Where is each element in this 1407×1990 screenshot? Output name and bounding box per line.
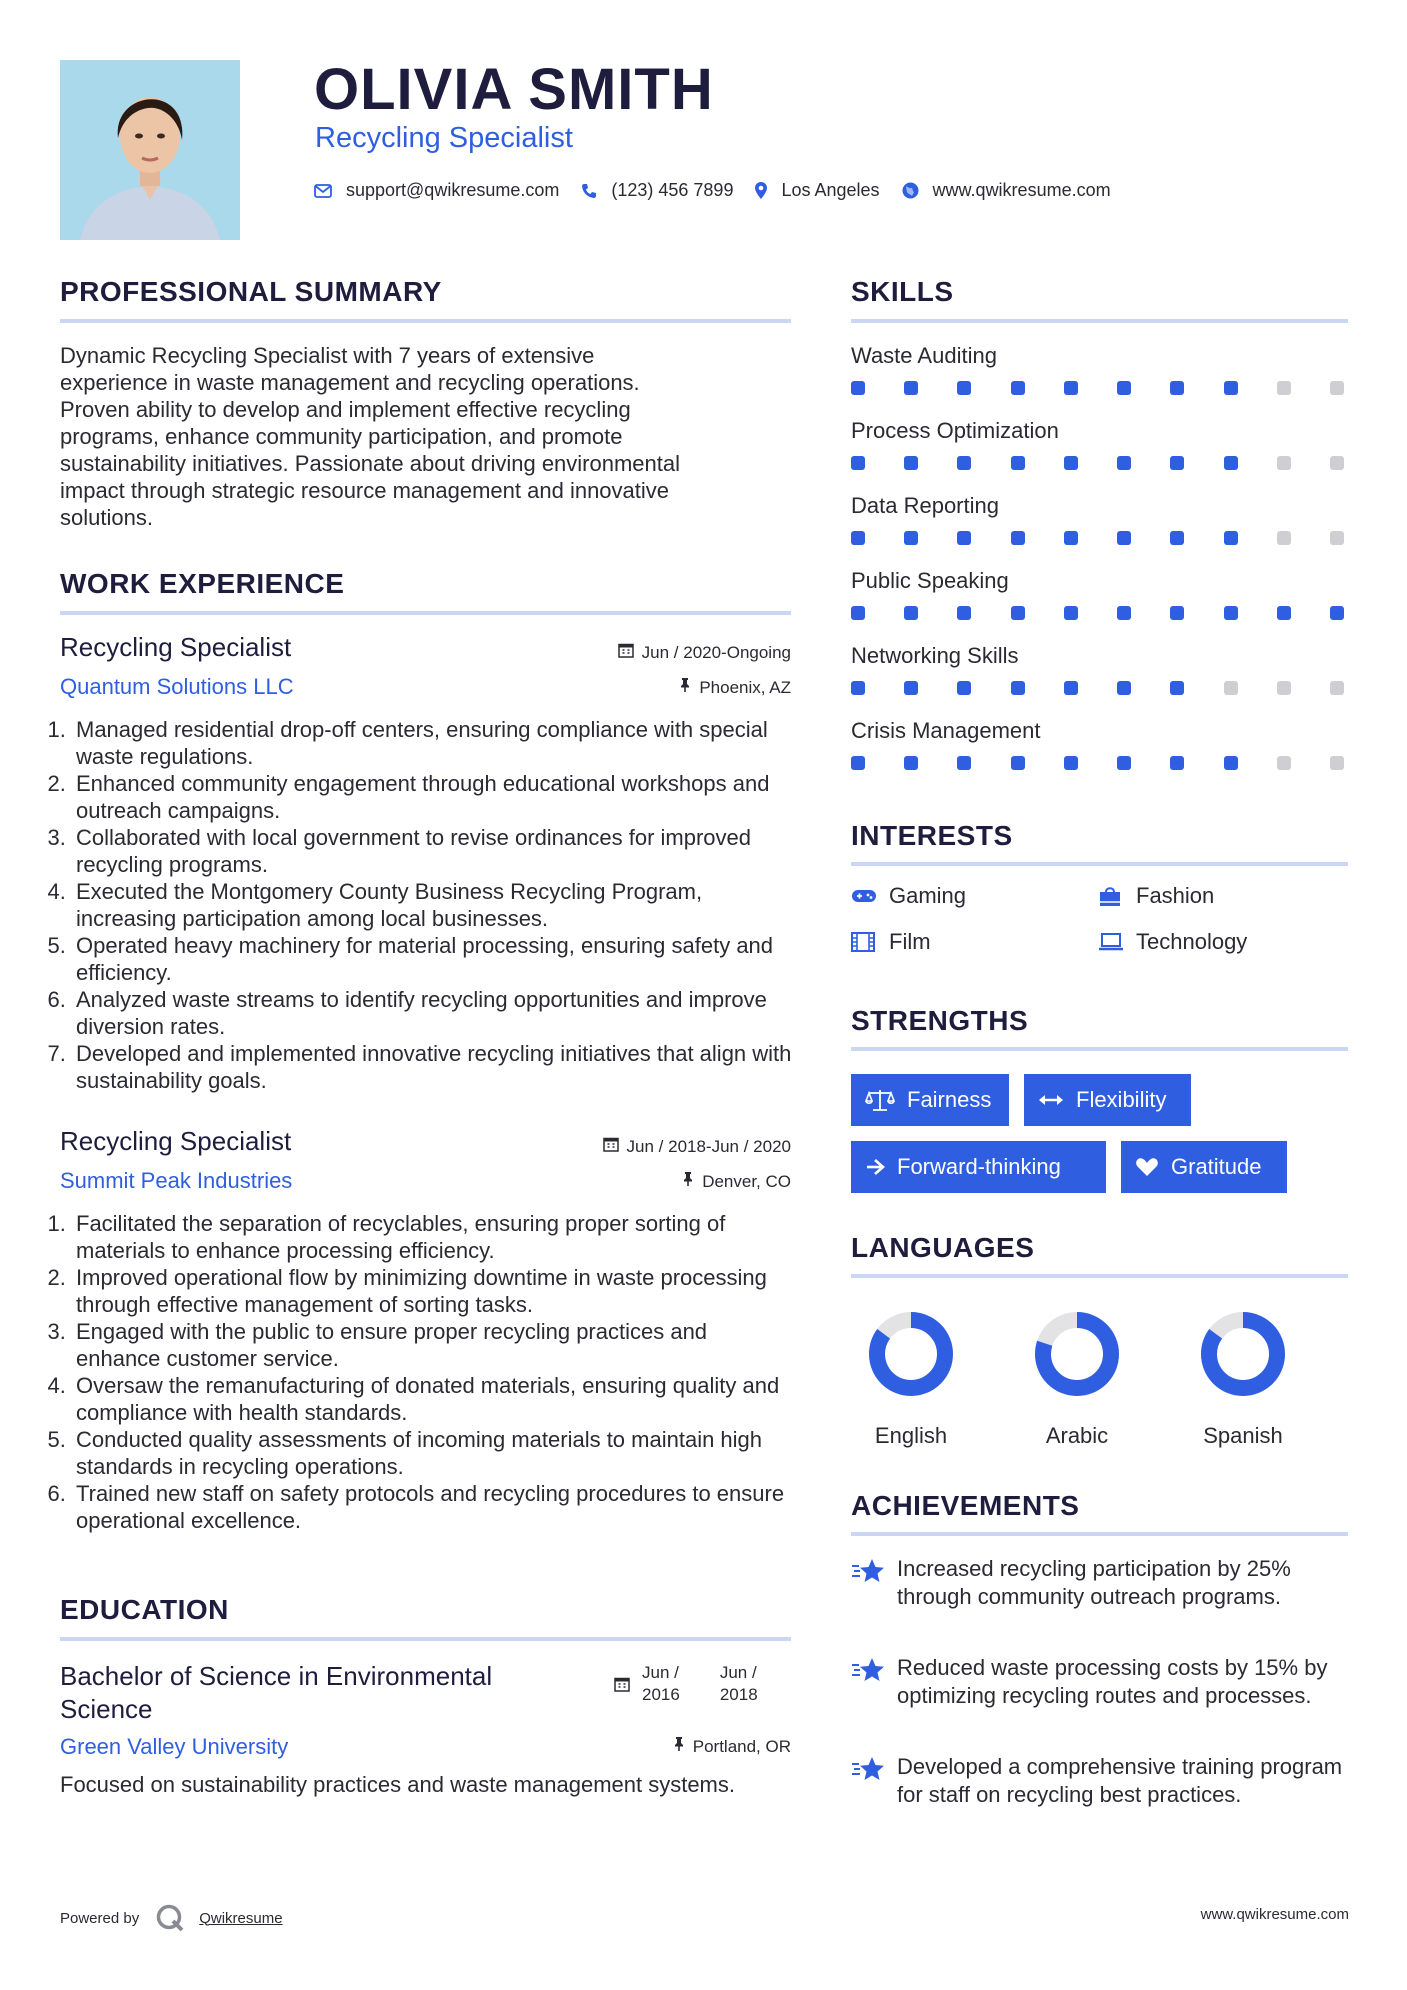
strengths-heading: STRENGTHS	[851, 1005, 1029, 1036]
achievement-item	[851, 1654, 1357, 1710]
rating-dot	[1330, 756, 1344, 770]
interest-label: Film	[889, 929, 931, 954]
language-item	[997, 1306, 1157, 1449]
website-text: www.qwikresume.com	[932, 180, 1111, 200]
contact-website[interactable]	[902, 180, 1111, 201]
summary-line: programs, enhance community participation, and promote	[60, 424, 623, 449]
rating-dot	[1011, 531, 1025, 545]
shopping-bag-icon	[1098, 885, 1124, 907]
list-item: 1. Facilitated the separation of recyclables, ensuring proper sorting of materials to enhance processing efficiency.	[72, 1210, 797, 1264]
rating-dot	[1277, 756, 1291, 770]
skill-item	[851, 643, 1348, 718]
summary-divider	[60, 319, 791, 323]
contact-bar	[314, 180, 1133, 201]
strength-label: Fairness	[907, 1087, 992, 1112]
heart-icon	[1135, 1157, 1159, 1177]
experience-heading: WORK EXPERIENCE	[60, 568, 345, 599]
rating-dot	[957, 531, 971, 545]
location-text: Los Angeles	[781, 180, 880, 200]
phone-icon	[581, 183, 597, 199]
calendar-icon	[603, 1136, 619, 1157]
summary-line: Dynamic Recycling Specialist with 7 years of extensive	[60, 343, 595, 368]
language-name: Spanish	[1203, 1423, 1283, 1448]
strength-label: Gratitude	[1171, 1154, 1262, 1179]
skills-divider	[851, 319, 1348, 323]
education-location-text: Portland, OR	[692, 1736, 791, 1756]
rating-dot	[1277, 381, 1291, 395]
skill-item	[851, 718, 1348, 793]
job-location-text: Phoenix, AZ	[699, 677, 791, 697]
rating-dot	[1117, 381, 1131, 395]
job-dates	[618, 642, 791, 663]
school-name: Green Valley University	[60, 1734, 289, 1759]
rating-dot	[1170, 456, 1184, 470]
list-item: 6. Analyzed waste streams to identify recycling opportunities and improve diversion rates.	[72, 986, 797, 1040]
rating-dot	[1170, 531, 1184, 545]
rating-dot	[904, 681, 918, 695]
achievements-divider	[851, 1532, 1348, 1536]
star-icon	[851, 1755, 887, 1783]
skill-name: Public Speaking	[851, 568, 1009, 593]
rating-dot	[1117, 456, 1131, 470]
rating-dot	[1277, 606, 1291, 620]
job-location-text: Denver, CO	[702, 1171, 791, 1191]
list-item: 6. Trained new staff on safety protocols and recycling procedures to ensure operational excellence.	[72, 1480, 797, 1534]
rating-dot	[1117, 681, 1131, 695]
skills-list	[851, 343, 1348, 793]
job-location	[679, 677, 791, 698]
rating-dot	[904, 381, 918, 395]
star-icon	[851, 1656, 887, 1684]
list-item: 2. Improved operational flow by minimizing downtime in waste processing through effective management of sorting tasks.	[72, 1264, 797, 1318]
education-start	[642, 1662, 680, 1706]
interest-gaming	[851, 883, 966, 909]
candidate-title: Recycling Specialist	[315, 122, 573, 154]
strength-label: Flexibility	[1076, 1087, 1167, 1112]
rating-dot	[1011, 756, 1025, 770]
rating-dot	[904, 756, 918, 770]
strength-tag	[1121, 1141, 1287, 1193]
language-ring	[831, 1306, 991, 1402]
gamepad-icon	[851, 888, 877, 904]
rating-dot	[904, 531, 918, 545]
calendar-icon	[618, 642, 634, 663]
skills-heading: SKILLS	[851, 276, 954, 307]
footer-powered	[60, 1903, 283, 1933]
job-dates	[603, 1136, 791, 1157]
list-item: 4. Executed the Montgomery County Business Recycling Program, increasing participation among local businesses.	[72, 878, 797, 932]
company-name: Summit Peak Industries	[60, 1168, 293, 1193]
pin-icon	[679, 677, 691, 698]
strength-tag	[851, 1074, 1009, 1126]
achievements-heading: ACHIEVEMENTS	[851, 1490, 1080, 1521]
rating-dot	[851, 681, 865, 695]
achievement-text: Increased recycling participation by 25% through community outreach programs.	[897, 1556, 1291, 1609]
skill-name: Process Optimization	[851, 418, 1059, 443]
rating-dot	[1011, 681, 1025, 695]
strength-tag	[851, 1141, 1106, 1193]
contact-location	[755, 180, 879, 201]
experience-divider	[60, 611, 791, 615]
rating-dot	[1170, 606, 1184, 620]
rating-dot	[1011, 606, 1025, 620]
education-heading: EDUCATION	[60, 1594, 229, 1625]
education-end	[720, 1662, 758, 1706]
degree-line: Science	[60, 1694, 153, 1724]
rating-dot	[1330, 456, 1344, 470]
rating-dot	[1277, 456, 1291, 470]
language-name: English	[874, 1423, 948, 1448]
skill-rating	[851, 381, 1344, 395]
arrow-right-icon	[865, 1158, 885, 1176]
interest-technology	[1098, 929, 1247, 955]
skill-name: Crisis Management	[851, 718, 1041, 743]
arrows-horizontal-icon	[1038, 1093, 1064, 1107]
interest-label: Technology	[1136, 929, 1248, 954]
rating-dot	[1277, 531, 1291, 545]
strength-label: Forward-thinking	[897, 1154, 1061, 1179]
language-item	[831, 1306, 991, 1449]
star-icon	[851, 1557, 887, 1585]
interests-divider	[851, 862, 1348, 866]
company-name: Quantum Solutions LLC	[60, 674, 294, 699]
rating-dot	[1064, 681, 1078, 695]
skill-item	[851, 418, 1348, 493]
envelope-icon	[314, 184, 332, 198]
pin-icon	[682, 1171, 694, 1192]
end-year: 2018	[719, 1685, 758, 1704]
qwikresume-logo-icon	[155, 1903, 185, 1933]
rating-dot	[957, 606, 971, 620]
rating-dot	[1224, 381, 1238, 395]
rating-dot	[851, 381, 865, 395]
skill-rating	[851, 531, 1344, 545]
achievement-text: Reduced waste processing costs by 15% by optimizing recycling routes and processes.	[897, 1655, 1328, 1708]
rating-dot	[1117, 756, 1131, 770]
summary-heading: PROFESSIONAL SUMMARY	[60, 276, 442, 307]
skill-rating	[851, 756, 1344, 770]
achievement-item	[851, 1555, 1357, 1611]
rating-dot	[904, 456, 918, 470]
languages-list	[831, 1306, 1351, 1446]
footer-website[interactable]: www.qwikresume.com	[1200, 1906, 1349, 1923]
rating-dot	[1330, 681, 1344, 695]
rating-dot	[1011, 456, 1025, 470]
job-dates-text: Jun / 2018-Jun / 2020	[626, 1136, 791, 1156]
summary-line: impact through strategic resource management and innovative	[60, 478, 670, 503]
skill-name: Networking Skills	[851, 643, 1019, 668]
skill-name: Waste Auditing	[851, 343, 997, 368]
skill-rating	[851, 681, 1344, 695]
achievement-text: Developed a comprehensive training program for staff on recycling best practices.	[897, 1754, 1343, 1807]
language-item	[1163, 1306, 1323, 1449]
job-location	[682, 1171, 791, 1192]
rating-dot	[1117, 531, 1131, 545]
summary-line: solutions.	[60, 505, 153, 530]
degree-line: Bachelor of Science in Environmental	[60, 1661, 493, 1691]
skill-rating	[851, 456, 1344, 470]
skill-item	[851, 343, 1348, 418]
rating-dot	[1330, 531, 1344, 545]
languages-heading: LANGUAGES	[851, 1232, 1035, 1263]
rating-dot	[1064, 381, 1078, 395]
achievement-item	[851, 1753, 1357, 1809]
rating-dot	[957, 381, 971, 395]
interest-film	[851, 929, 931, 955]
language-ring	[1163, 1306, 1323, 1402]
rating-dot	[1064, 531, 1078, 545]
rating-dot	[1064, 456, 1078, 470]
list-item: 3. Collaborated with local government to revise ordinances for improved recycling programs.	[72, 824, 797, 878]
globe-icon	[902, 182, 919, 199]
job-title: Recycling Specialist	[60, 632, 292, 662]
list-item: 3. Engaged with the public to ensure proper recycling practices and enhance customer service.	[72, 1318, 797, 1372]
list-item: 7. Developed and implemented innovative recycling initiatives that align with sustainability goals.	[72, 1040, 797, 1094]
list-item: 1. Managed residential drop-off centers, ensuring compliance with special waste regulations.	[72, 716, 797, 770]
job-bullets	[52, 716, 797, 1094]
rating-dot	[1170, 381, 1184, 395]
strength-tag	[1024, 1074, 1191, 1126]
language-ring	[997, 1306, 1157, 1402]
list-item: 5. Operated heavy machinery for material processing, ensuring safety and efficiency.	[72, 932, 797, 986]
rating-dot	[851, 531, 865, 545]
summary-line: sustainability initiatives. Passionate about driving environmental	[60, 451, 681, 476]
qwikresume-link[interactable]: Qwikresume	[199, 1909, 283, 1927]
balance-scale-icon	[865, 1088, 895, 1112]
powered-by-text: Powered by	[60, 1909, 140, 1927]
language-name: Arabic	[1045, 1423, 1109, 1448]
rating-dot	[957, 756, 971, 770]
rating-dot	[1224, 681, 1238, 695]
skill-name: Data Reporting	[851, 493, 999, 518]
summary-line: experience in waste management and recycling operations.	[60, 370, 640, 395]
education-description: Focused on sustainability practices and waste management systems.	[60, 1772, 735, 1797]
rating-dot	[1224, 531, 1238, 545]
candidate-name: OLIVIA SMITH	[314, 57, 714, 122]
skill-item	[851, 493, 1348, 568]
start-year: 2016	[642, 1685, 680, 1704]
map-marker-icon	[755, 182, 767, 199]
rating-dot	[1064, 606, 1078, 620]
strengths-divider	[851, 1047, 1348, 1051]
profile-photo	[60, 60, 240, 240]
rating-dot	[1170, 681, 1184, 695]
list-item: 4. Oversaw the remanufacturing of donated materials, ensuring quality and compliance with health standards.	[72, 1372, 797, 1426]
education-location	[673, 1736, 791, 1757]
summary-line: Proven ability to develop and implement effective recycling	[60, 397, 631, 422]
skill-rating	[851, 606, 1344, 620]
laptop-icon	[1098, 933, 1124, 951]
interest-label: Fashion	[1136, 883, 1215, 908]
rating-dot	[1011, 381, 1025, 395]
rating-dot	[1170, 756, 1184, 770]
interests-heading: INTERESTS	[851, 820, 1013, 851]
languages-divider	[851, 1274, 1348, 1278]
job-dates-text: Jun / 2020-Ongoing	[641, 642, 791, 662]
pin-icon	[673, 1736, 685, 1757]
rating-dot	[851, 456, 865, 470]
rating-dot	[957, 681, 971, 695]
end-month: Jun /	[719, 1663, 757, 1682]
email-text: support@qwikresume.com	[346, 180, 560, 200]
education-dates	[614, 1662, 758, 1706]
rating-dot	[904, 606, 918, 620]
rating-dot	[851, 606, 865, 620]
job-bullets	[52, 1210, 797, 1534]
interest-fashion	[1098, 883, 1214, 909]
rating-dot	[1330, 606, 1344, 620]
rating-dot	[1330, 381, 1344, 395]
rating-dot	[851, 756, 865, 770]
rating-dot	[957, 456, 971, 470]
rating-dot	[1277, 681, 1291, 695]
interest-label: Gaming	[889, 883, 967, 908]
rating-dot	[1064, 756, 1078, 770]
start-month: Jun /	[642, 1663, 679, 1682]
list-item: 5. Conducted quality assessments of incoming materials to maintain high standards in recycling operations.	[72, 1426, 797, 1480]
job-title: Recycling Specialist	[60, 1126, 292, 1156]
contact-phone[interactable]	[581, 180, 733, 201]
calendar-icon	[614, 1676, 630, 1698]
contact-email[interactable]	[314, 180, 559, 201]
rating-dot	[1224, 456, 1238, 470]
phone-text: (123) 456 7899	[611, 180, 734, 200]
education-divider	[60, 1637, 791, 1641]
rating-dot	[1224, 606, 1238, 620]
list-item: 2. Enhanced community engagement through educational workshops and outreach campaigns.	[72, 770, 797, 824]
film-icon	[851, 932, 877, 952]
degree-title	[60, 1660, 620, 1726]
rating-dot	[1224, 756, 1238, 770]
summary-text	[60, 342, 800, 531]
rating-dot	[1117, 606, 1131, 620]
skill-item	[851, 568, 1348, 643]
